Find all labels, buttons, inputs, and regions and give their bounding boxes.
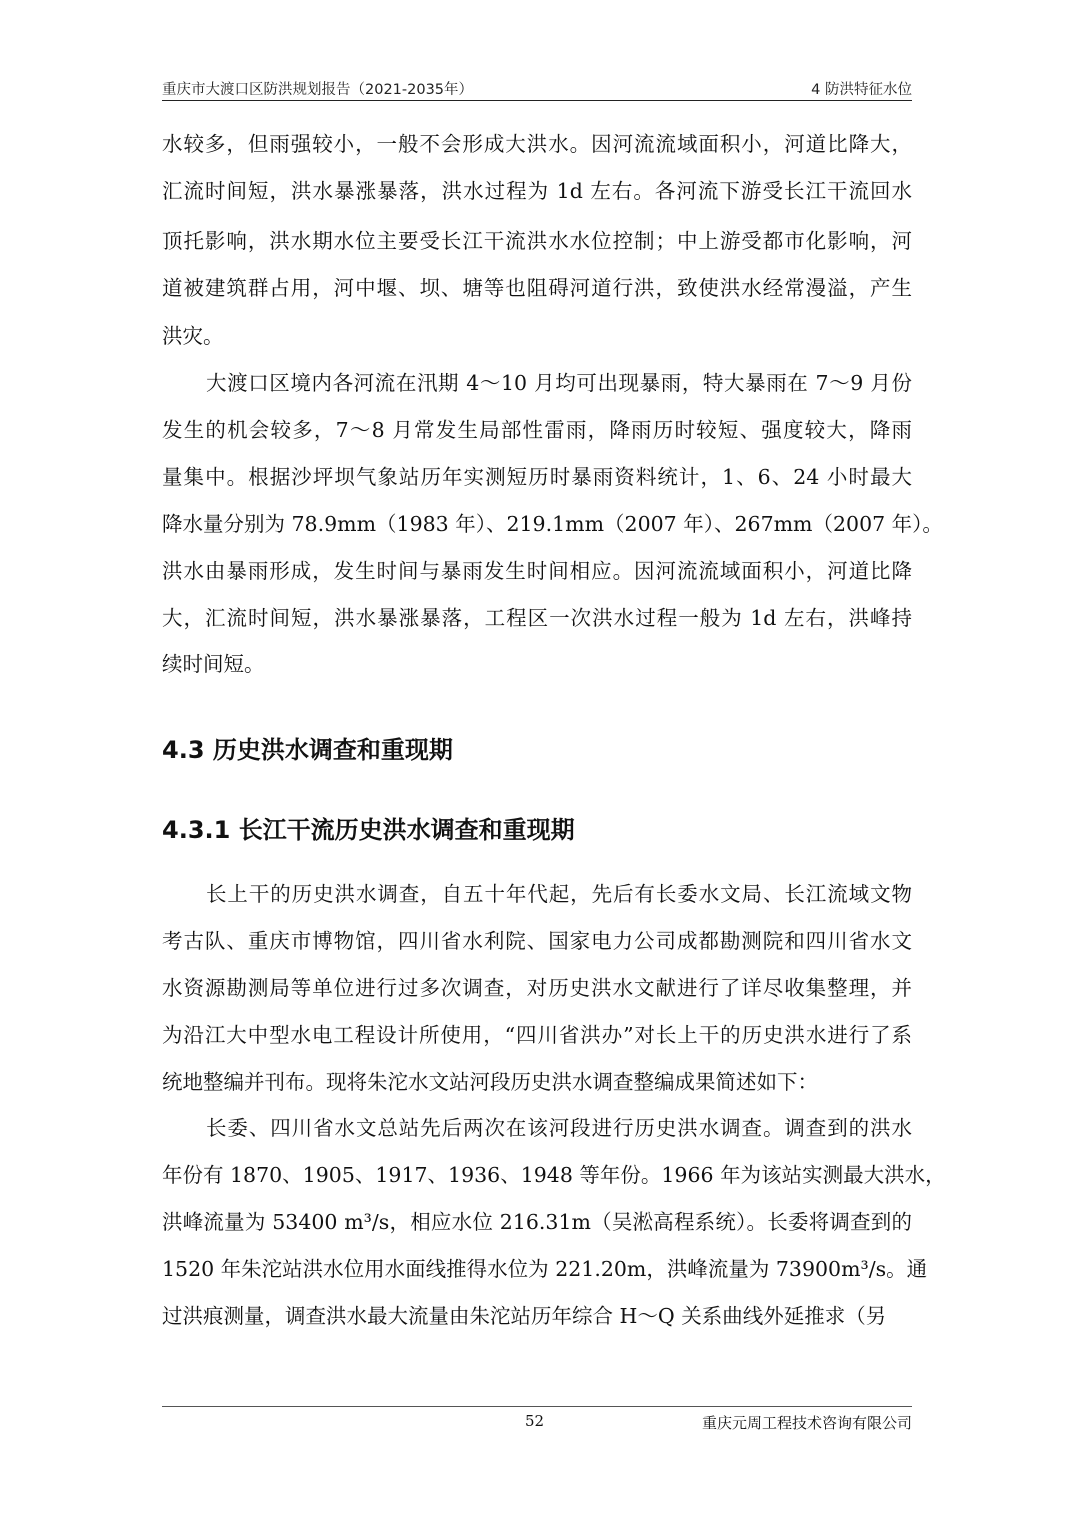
paragraph-line: 洪灾。 xyxy=(162,324,224,348)
paragraph-line: 大，汇流时间短，洪水暴涨暴落，工程区一次洪水过程一般为 1d 左右，洪峰持 xyxy=(162,606,912,630)
paragraph-line: 大渡口区境内各河流在汛期 4～10 月均可出现暴雨，特大暴雨在 7～9 月份 xyxy=(206,371,912,395)
paragraph-line: 量集中。根据沙坪坝气象站历年实测短历时暴雨资料统计，1、6、24 小时最大 xyxy=(162,465,912,489)
subsection-heading: 4.3.1 长江干流历史洪水调查和重现期 xyxy=(162,816,575,844)
paragraph-line: 道被建筑群占用，河中堰、坝、塘等也阻碍河道行洪，致使洪水经常漫溢，产生 xyxy=(162,276,912,300)
header-chapter: 4 防洪特征水位 xyxy=(811,82,912,98)
page-header xyxy=(162,76,912,100)
paragraph-line: 洪峰流量为 53400 m³/s，相应水位 216.31m（吴淞高程系统）。长委将调查到的 xyxy=(162,1210,912,1234)
paragraph-line: 长委、四川省水文总站先后两次在该河段进行历史洪水调查。调查到的洪水 xyxy=(206,1116,912,1140)
paragraph-line: 水资源勘测局等单位进行过多次调查，对历史洪水文献进行了详尽收集整理，并 xyxy=(162,976,912,1000)
footer-divider xyxy=(162,1406,912,1407)
paragraph-line: 长上干的历史洪水调查，自五十年代起，先后有长委水文局、长江流域文物 xyxy=(206,882,912,906)
paragraph-line: 洪水由暴雨形成，发生时间与暴雨发生时间相应。因河流流域面积小，河道比降 xyxy=(162,559,912,583)
page-number: 52 xyxy=(525,1412,545,1430)
paragraph-line: 汇流时间短，洪水暴涨暴落，洪水过程为 1d 左右。各河流下游受长江干流回水 xyxy=(162,179,912,203)
paragraph-line: 降水量分别为 78.9mm（1983 年）、219.1mm（2007 年）、267mm（2007 年）。 xyxy=(162,512,943,536)
paragraph-line: 统地整编并刊布。现将朱沱水文站河段历史洪水调查整编成果简述如下： xyxy=(162,1070,818,1094)
paragraph-line: 1520 年朱沱站洪水位用水面线推得水位为 221.20m，洪峰流量为 73900m³/s。通 xyxy=(162,1257,928,1281)
header-divider xyxy=(162,100,912,101)
paragraph-line: 发生的机会较多，7～8 月常发生局部性雷雨，降雨历时较短、强度较大，降雨 xyxy=(162,418,912,442)
paragraph-line: 考古队、重庆市博物馆，四川省水利院、国家电力公司成都勘测院和四川省水文 xyxy=(162,929,912,953)
paragraph-line: 顶托影响，洪水期水位主要受长江干流洪水水位控制；中上游受都市化影响，河 xyxy=(162,229,912,253)
header-title: 重庆市大渡口区防洪规划报告（2021-2035年） xyxy=(162,82,474,98)
paragraph-line: 为沿江大中型水电工程设计所使用，“四川省洪办”对长上干的历史洪水进行了系 xyxy=(162,1023,912,1047)
footer-company: 重庆元周工程技术咨询有限公司 xyxy=(701,1414,912,1432)
paragraph-line: 水较多，但雨强较小，一般不会形成大洪水。因河流流域面积小，河道比降大， xyxy=(162,132,912,156)
paragraph-line: 过洪痕测量，调查洪水最大流量由朱沱站历年综合 H～Q 关系曲线外延推求（另 xyxy=(162,1304,887,1328)
paragraph-line: 续时间短。 xyxy=(162,652,265,676)
section-heading: 4.3 历史洪水调查和重现期 xyxy=(162,736,453,764)
paragraph-line: 年份有 1870、1905、1917、1936、1948 等年份。1966 年为该站实测最大洪水， xyxy=(162,1163,946,1187)
